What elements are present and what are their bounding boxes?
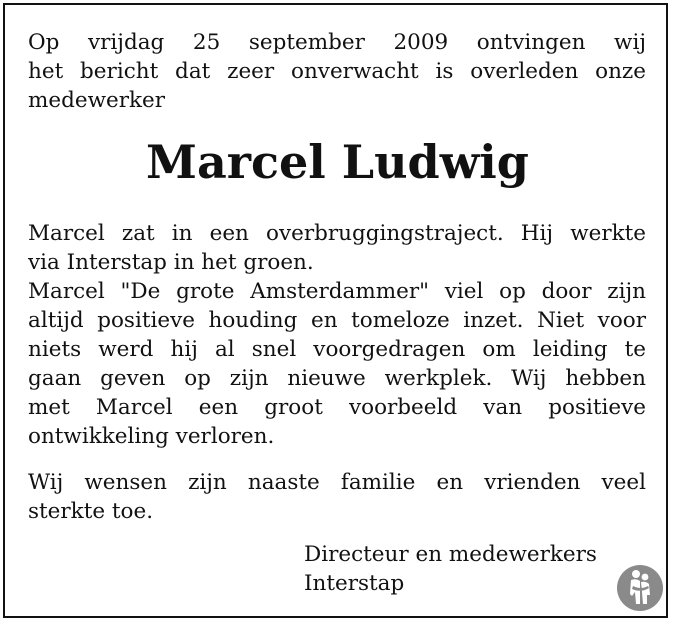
signature-block [304, 540, 597, 598]
closing-line: Wij wensen zijn naaste familie en vrienden veel [28, 470, 646, 495]
intro-line: medewerker [28, 88, 166, 113]
tribute-line: via Interstap in het groen. [28, 250, 314, 275]
tribute-line: Marcel "De grote Amsterdammer" viel op door zijn [28, 279, 646, 304]
signature-line: Directeur en medewerkers [304, 542, 597, 567]
tribute-line: niets werd hij al snel voorgedragen om leiding te [28, 337, 646, 362]
intro-line: Op vrijdag 25 september 2009 ontvingen wij [28, 30, 646, 55]
closing-line: sterkte toe. [28, 499, 154, 524]
embracing-figures-icon [616, 564, 664, 612]
tribute-line: ontwikkeling verloren. [28, 424, 275, 449]
tribute-line: Marcel zat in een overbruggingstraject. Hij werkte [28, 221, 646, 246]
intro-paragraph [28, 28, 646, 115]
signature-organization: Interstap [304, 571, 405, 596]
tribute-line: met Marcel een groot voorbeeld van positieve [28, 395, 646, 420]
tribute-line: gaan geven op zijn nieuwe werkplek. Wij hebben [28, 366, 646, 391]
deceased-name: Marcel Ludwig [146, 135, 529, 189]
tribute-paragraph [28, 219, 646, 451]
tribute-line: altijd positieve houding en tomeloze inzet. Niet voor [28, 308, 646, 333]
closing-paragraph [28, 468, 646, 526]
intro-line: het bericht dat zeer onverwacht is overleden onze [28, 59, 646, 84]
